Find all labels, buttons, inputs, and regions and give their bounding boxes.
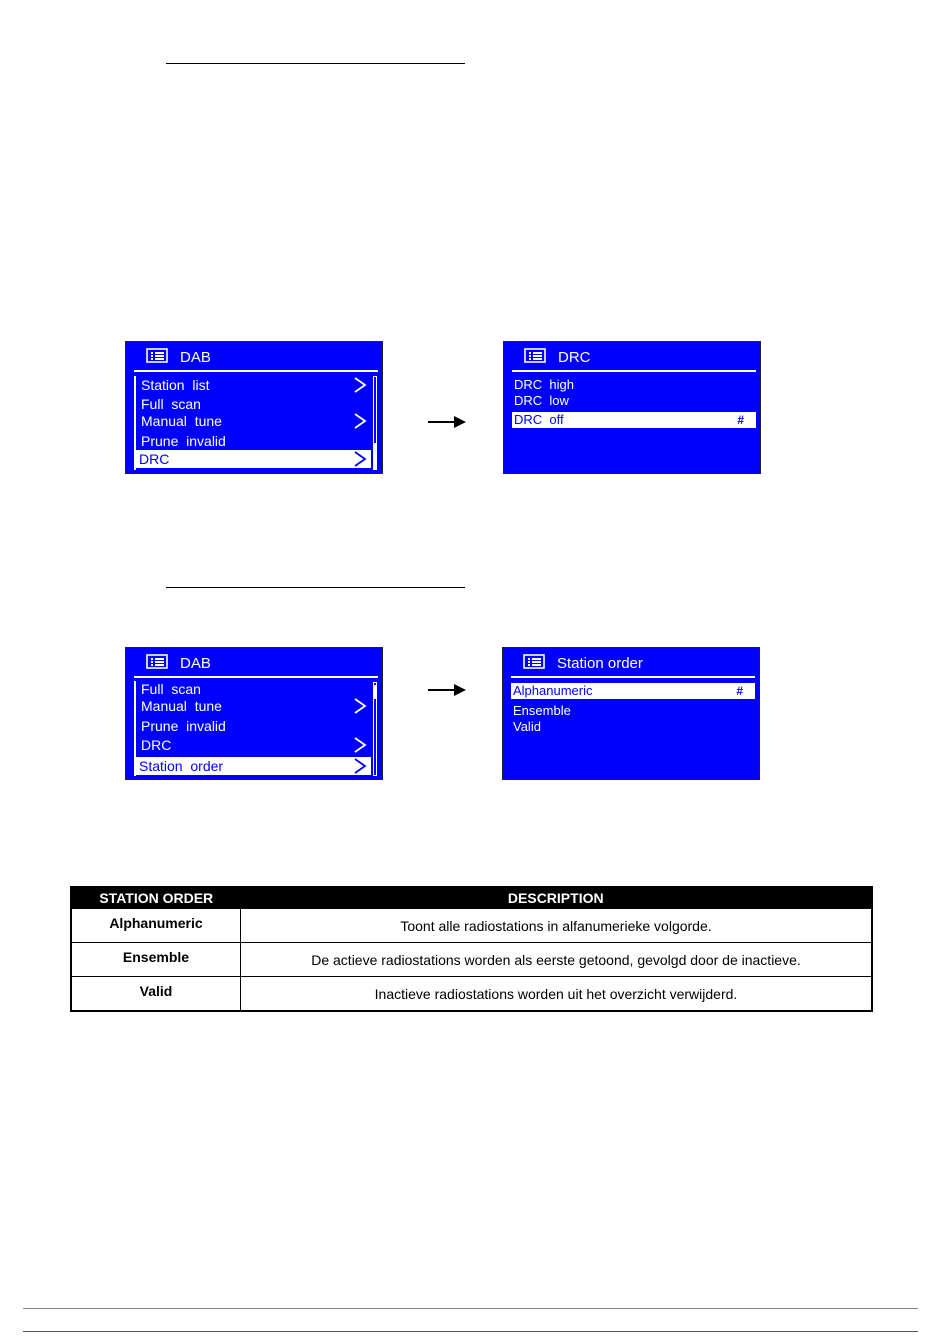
screen-title: DRC — [558, 349, 591, 366]
chevron-right-icon — [353, 758, 367, 774]
scrollbar[interactable] — [373, 376, 377, 470]
row-description: Toont alle radiostations in alfanumerieke volgorde. — [241, 909, 873, 943]
drc-options-screen — [503, 341, 761, 474]
option-drc-off[interactable] — [512, 412, 756, 428]
screen-title: DAB — [180, 655, 211, 672]
row-key: Valid — [71, 977, 241, 1012]
menu-item-label: DRC — [141, 737, 172, 753]
chevron-right-icon — [353, 413, 367, 429]
menu-list-icon — [524, 348, 546, 363]
chevron-right-icon — [353, 698, 367, 714]
menu-item-label: Station list — [141, 377, 210, 393]
table-row — [71, 909, 872, 943]
menu-item-drc[interactable] — [135, 450, 371, 468]
option-label: Valid — [513, 719, 541, 734]
column-header-description: DESCRIPTION — [241, 887, 873, 909]
section-heading-rule-drc — [166, 63, 465, 64]
option-alphanumeric[interactable] — [511, 683, 755, 699]
menu-item-label: Prune invalid — [141, 433, 226, 449]
menu-item-full-scan[interactable] — [135, 680, 371, 698]
option-drc-low[interactable] — [512, 393, 756, 409]
menu-item-label: Manual tune — [141, 413, 222, 429]
dab-menu-screen-drc — [125, 341, 383, 474]
option-label: DRC low — [514, 393, 569, 408]
menu-item-station-list[interactable] — [135, 376, 371, 394]
menu-list-icon — [146, 348, 168, 363]
menu-item-drc[interactable] — [135, 736, 371, 754]
menu-item-manual-tune[interactable] — [135, 697, 371, 715]
option-label: DRC off — [514, 412, 564, 427]
dab-menu-screen-station-order — [125, 647, 383, 780]
station-order-table — [70, 886, 873, 1012]
menu-list-icon — [146, 654, 168, 669]
station-order-options-screen — [502, 647, 760, 780]
row-key: Alphanumeric — [71, 909, 241, 943]
option-drc-high[interactable] — [512, 377, 756, 393]
title-divider — [134, 370, 378, 372]
screen-title: DAB — [180, 349, 211, 366]
menu-item-label: Prune invalid — [141, 718, 226, 734]
title-divider — [134, 676, 378, 678]
selected-mark: # — [736, 684, 743, 698]
column-header-station-order: STATION ORDER — [71, 887, 241, 909]
table-row — [71, 977, 872, 1012]
menu-item-label: Manual tune — [141, 698, 222, 714]
menu-item-label: Full scan — [141, 396, 201, 412]
menu-list-icon — [523, 654, 545, 669]
table-header-row — [71, 887, 872, 909]
chevron-right-icon — [353, 737, 367, 753]
row-description: Inactieve radiostations worden uit het overzicht verwijderd. — [241, 977, 873, 1012]
menu-item-station-order[interactable] — [135, 757, 371, 775]
option-label: Ensemble — [513, 703, 571, 718]
option-ensemble[interactable] — [511, 703, 755, 719]
title-divider — [512, 370, 756, 372]
scrollbar-thumb[interactable] — [374, 443, 376, 469]
menu-item-label: DRC — [139, 451, 170, 467]
option-label: Alphanumeric — [513, 683, 593, 698]
screen-title: Station order — [557, 655, 643, 672]
option-valid[interactable] — [511, 719, 755, 735]
title-divider — [511, 676, 755, 678]
menu-item-prune-invalid[interactable] — [135, 717, 371, 735]
menu-item-full-scan[interactable] — [135, 395, 371, 413]
table-row — [71, 943, 872, 977]
section-heading-rule-station-order — [166, 587, 465, 588]
row-description: De actieve radiostations worden als eerste getoond, gevolgd door de inactieve. — [241, 943, 873, 977]
row-key: Ensemble — [71, 943, 241, 977]
chevron-right-icon — [353, 377, 367, 393]
menu-item-manual-tune[interactable] — [135, 412, 371, 430]
arrow-right-icon — [428, 415, 466, 429]
footer-rule-bottom — [23, 1331, 918, 1332]
option-label: DRC high — [514, 377, 574, 392]
scrollbar[interactable] — [373, 682, 377, 776]
menu-item-label: Station order — [139, 758, 224, 774]
footer-rule-top — [23, 1308, 918, 1309]
menu-item-prune-invalid[interactable] — [135, 432, 371, 450]
chevron-right-icon — [353, 451, 367, 467]
selected-mark: # — [737, 413, 744, 427]
scrollbar-thumb[interactable] — [374, 685, 376, 699]
arrow-right-icon — [428, 683, 466, 697]
menu-item-label: Full scan — [141, 681, 201, 697]
